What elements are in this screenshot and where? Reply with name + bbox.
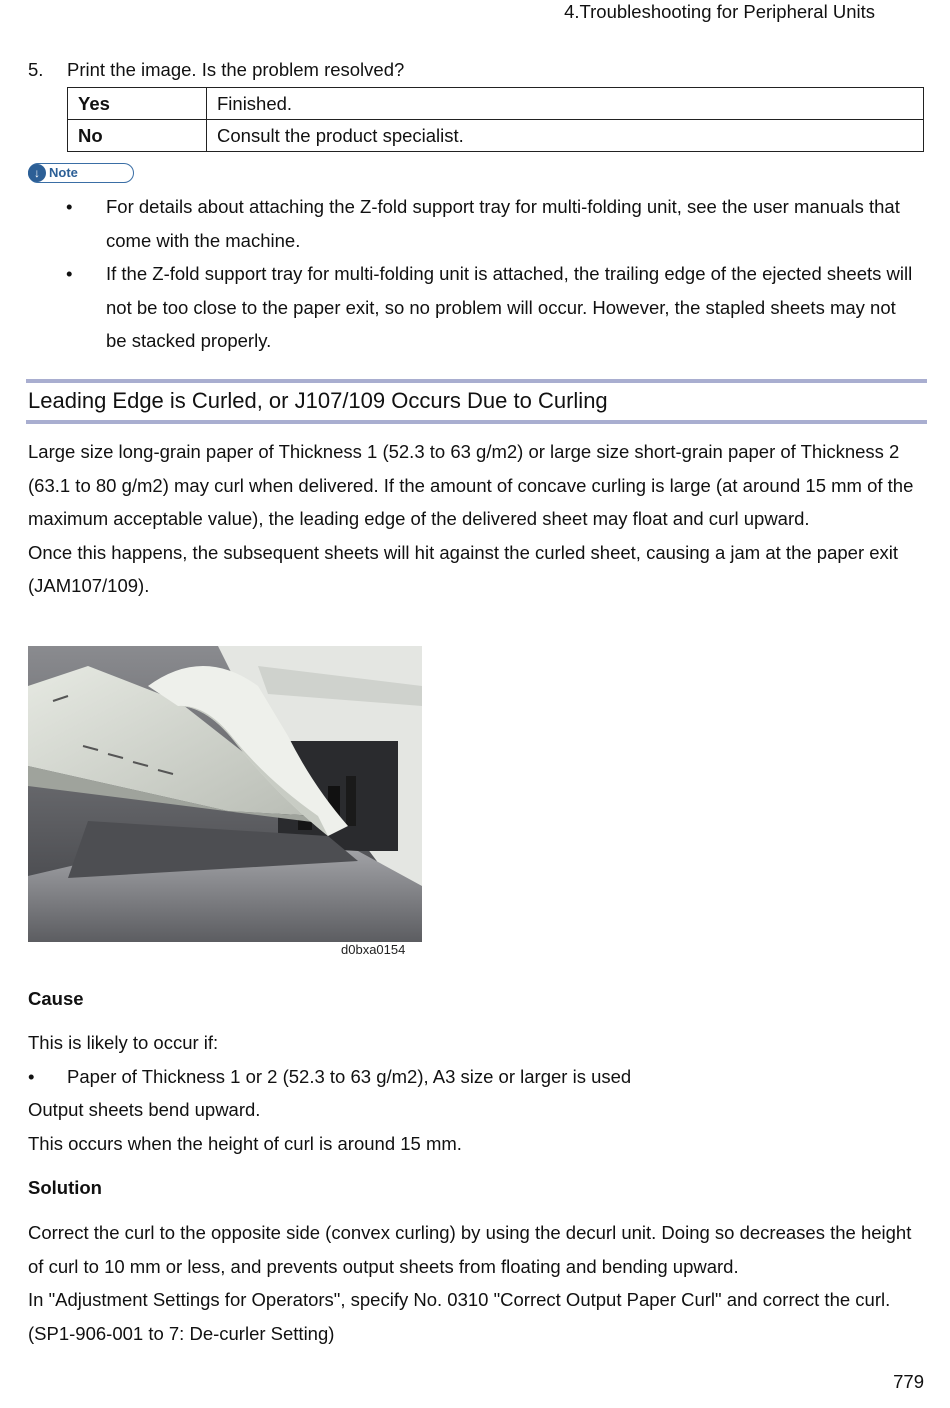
list-item — [28, 257, 918, 358]
step-question: Print the image. Is the problem resolved? — [67, 59, 405, 80]
paragraph: Correct the curl to the opposite side (convex curling) by using the decurl unit. Doing so decreases the height of curl to 10 mm or less, and prevents output sheets from floating and bending upward. — [28, 1222, 912, 1277]
table-row — [68, 88, 924, 120]
cause-line: Output sheets bend upward. — [28, 1099, 261, 1120]
yes-no-table — [67, 87, 924, 152]
choice-value: Consult the product specialist. — [207, 120, 924, 152]
bullet-icon: • — [66, 196, 73, 217]
page-number: 779 — [893, 1371, 924, 1392]
note-text: For details about attaching the Z-fold support tray for multi-folding unit, see the user manuals that come with the machine. — [106, 196, 900, 251]
figure-caption: d0bxa0154 — [341, 942, 406, 957]
paragraph: Large size long-grain paper of Thickness 1 (52.3 to 63 g/m2) or large size short-grain paper of Thickness 2 (63.1 to 80 g/m2) may curl when delivered. If the amount of concave curling is large (at around 15 mm of the maximum acceptable value), the leading edge of the delivered sheet may float and curl upward. — [28, 441, 914, 529]
choice-key: No — [68, 120, 207, 152]
solution-heading: Solution — [28, 1177, 102, 1198]
choice-key: Yes — [68, 88, 207, 120]
list-item — [28, 190, 918, 257]
note-text: If the Z-fold support tray for multi-folding unit is attached, the trailing edge of the ejected sheets will not be too close to the paper exit, so no problem will occur. However, the stapled sheets may not be stacked properly. — [106, 263, 913, 351]
table-row — [68, 120, 924, 152]
choice-value: Finished. — [207, 88, 924, 120]
curled-paper-photo — [28, 646, 422, 942]
section-rule-bottom — [26, 420, 927, 424]
photo-illustration — [28, 646, 422, 942]
step-number: 5. — [28, 59, 44, 80]
cause-intro: This is likely to occur if: — [28, 1032, 219, 1053]
note-list — [28, 190, 918, 358]
page-header: 4.Troubleshooting for Peripheral Units — [564, 1, 875, 22]
cause-body — [28, 1026, 923, 1160]
solution-body — [28, 1216, 923, 1350]
paragraph: Once this happens, the subsequent sheets will hit against the curled sheet, causing a jam at the paper exit (JAM107/109). — [28, 541, 899, 596]
section-rule-top — [26, 379, 927, 383]
cause-line: This occurs when the height of curl is around 15 mm. — [28, 1132, 462, 1154]
cause-heading: Cause — [28, 988, 84, 1009]
section-body — [28, 435, 923, 603]
section-title: Leading Edge is Curled, or J107/109 Occurs Due to Curling — [28, 388, 608, 413]
cause-bullet-text: Paper of Thickness 1 or 2 (52.3 to 63 g/m2), A3 size or larger is used — [67, 1065, 632, 1087]
arrow-down-circle-icon: ↓ — [28, 164, 46, 182]
bullet-icon: • — [28, 1065, 35, 1087]
note-label: Note — [49, 165, 78, 180]
note-badge — [28, 163, 134, 183]
bullet-icon: • — [66, 263, 73, 284]
list-item — [28, 1060, 923, 1094]
paragraph: In "Adjustment Settings for Operators", specify No. 0310 "Correct Output Paper Curl" and correct the curl. (SP1-906-001 to 7: De-curler Setting) — [28, 1289, 891, 1344]
